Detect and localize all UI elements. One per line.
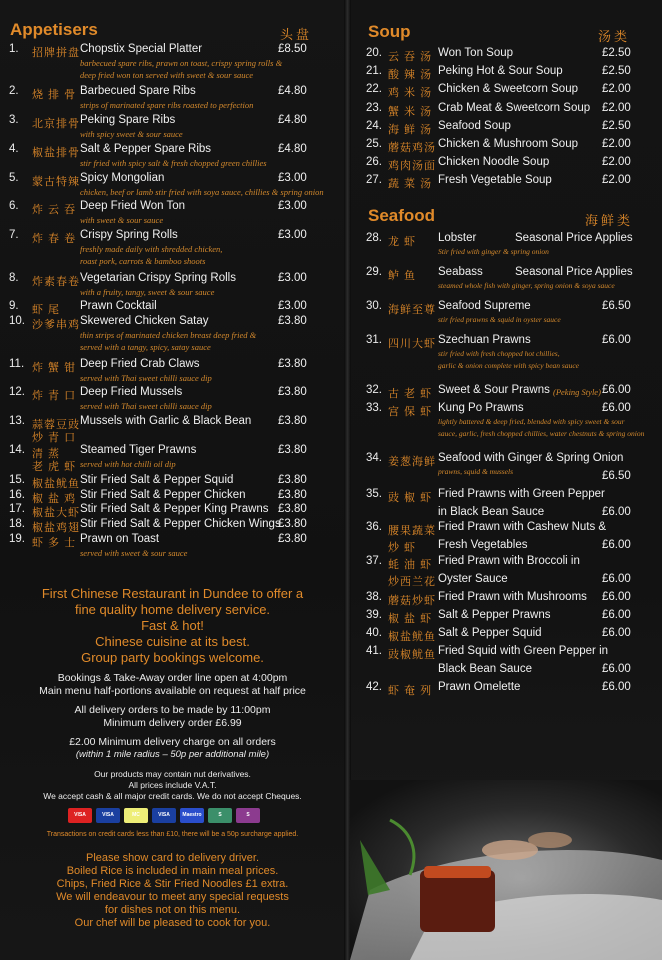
appetiser-name: Prawn Cocktail	[80, 300, 157, 312]
appetiser-number: 15.	[9, 474, 25, 486]
appetisers-cn-title: 头盘	[280, 27, 313, 42]
seafood-price: £6.00	[602, 627, 631, 639]
appetiser-description: served with hot chilli oil dip	[80, 459, 176, 469]
appetiser-name: Mussels with Garlic & Black Bean	[80, 415, 252, 427]
appetiser-price: £3.80	[278, 415, 307, 427]
appetiser-number: 1.	[9, 43, 19, 55]
seafood-chinese-name: 蚝 油 虾	[388, 559, 433, 571]
appetiser-description: stir fried with spicy salt & fresh chopped green chillies	[80, 158, 267, 168]
seafood-name: Prawn Omelette	[438, 681, 521, 693]
info-line: Main menu half-portions available on request at half price	[39, 685, 306, 697]
info-italic-line: (within 1 mile radius – 50p per additional mile)	[75, 749, 270, 760]
appetiser-chinese-name: 椒盐大虾	[32, 507, 80, 519]
soup-number: 22.	[366, 83, 382, 96]
soup-price: £2.00	[602, 83, 631, 96]
soup-name: Won Ton Soup	[438, 47, 514, 59]
promo-line: Fast & hot!	[141, 618, 204, 633]
seafood-price: £6.50	[602, 300, 631, 312]
seafood-number: 38.	[366, 591, 382, 603]
card-logo-icon: S	[236, 808, 260, 823]
seafood-title: Seafood	[368, 206, 436, 225]
appetiser-name: Prawn on Toast	[80, 533, 160, 545]
appetiser-description: served with sweet & sour sauce	[80, 548, 188, 558]
soup-number: 27.	[366, 174, 382, 187]
soup-chinese-name: 蔬 菜 汤	[388, 178, 433, 191]
seafood-name: Fried Prawn with Cashew Nuts &	[438, 521, 607, 533]
seafood-price: £6.00	[602, 506, 631, 518]
seafood-name: Kung Po Prawns	[438, 402, 524, 414]
seafood-price: £6.00	[602, 591, 631, 603]
appetiser-chinese-name: 蒙古特辣	[32, 176, 80, 188]
seafood-name: Fried Prawns with Green Pepper	[438, 488, 605, 500]
appetiser-price: £8.50	[278, 43, 307, 55]
seafood-name: Salt & Pepper Prawns	[438, 609, 551, 621]
seafood-price: £6.00	[602, 334, 631, 346]
seafood-number: 33.	[366, 402, 382, 414]
soup-price: £2.00	[602, 156, 631, 169]
soup-title: Soup	[368, 22, 411, 41]
appetiser-number: 4.	[9, 143, 19, 155]
promo-line: fine quality home delivery service.	[74, 602, 271, 617]
seafood-description: steamed whole fish with ginger, spring onion & soya sauce	[438, 281, 615, 290]
seafood-description: Stir fried with ginger & spring onion	[438, 247, 549, 256]
soup-name: Peking Hot & Sour Soup	[438, 65, 563, 78]
appetiser-description: thin strips of marinated chicken breast deep fried &	[80, 330, 257, 340]
seafood-name: Fried Squid with Green Pepper in	[438, 645, 609, 657]
seafood-seasonal-note: Seasonal Price Applies	[515, 266, 633, 278]
seafood-name: Sweet & Sour Prawns	[438, 384, 550, 396]
soup-chinese-name: 鸡 米 汤	[388, 87, 433, 100]
appetiser-description: with sweet & sour sauce	[80, 215, 164, 225]
soup-price: £2.00	[602, 174, 631, 187]
seafood-number: 30.	[366, 300, 382, 312]
appetiser-name: Deep Fried Won Ton	[80, 200, 186, 212]
card-logo-icon: MC	[124, 808, 148, 823]
seafood-price: £6.00	[602, 681, 631, 693]
seafood-chinese-name-2: 炒 虾	[388, 542, 417, 554]
promo-line: First Chinese Restaurant in Dundee to offer a	[41, 586, 304, 601]
appetiser-chinese-name: 招牌拼盘	[32, 47, 80, 59]
appetiser-price: £3.80	[278, 358, 307, 370]
seafood-price: £6.00	[602, 663, 631, 675]
appetiser-chinese-name: 炸 青 口	[32, 390, 77, 402]
seafood-description: prawns, squid & mussels	[438, 467, 514, 476]
appetiser-chinese-name: 沙爹串鸡	[32, 319, 80, 331]
appetiser-name: Barbecued Spare Ribs	[80, 85, 196, 97]
seafood-number: 28.	[366, 232, 382, 244]
seafood-chinese-name: 椒 盐 虾	[388, 613, 433, 625]
appetiser-price: £4.80	[278, 85, 307, 97]
appetiser-description: served with Thai sweet chilli sauce dip	[80, 373, 212, 383]
appetiser-description: with a fruity, tangy, sweet & sour sauce	[80, 287, 215, 297]
soup-number: 26.	[366, 156, 382, 169]
appetiser-number: 13.	[9, 415, 25, 427]
seafood-name-line2: in Black Bean Sauce	[438, 506, 545, 518]
appetiser-chinese-name: 炸 云 吞	[32, 204, 77, 216]
card-logo-icon: VISA	[152, 808, 176, 823]
appetiser-number: 5.	[9, 172, 19, 184]
seafood-description: stir fried prawns & squid in oyster sauce	[438, 315, 561, 324]
appetiser-name: Vegetarian Crispy Spring Rolls	[80, 272, 236, 284]
appetiser-number: 6.	[9, 200, 19, 212]
appetiser-price: £3.00	[278, 229, 307, 241]
seafood-chinese-name: 姜葱海鲜	[388, 456, 436, 468]
appetisers-title: Appetisers	[10, 20, 98, 39]
seafood-number: 39.	[366, 609, 382, 621]
appetiser-name: Spicy Mongolian	[80, 172, 165, 184]
seafood-number: 34.	[366, 452, 382, 464]
appetiser-description: with spicy sweet & sour sauce	[80, 129, 183, 139]
seafood-price: £6.00	[602, 402, 631, 414]
seafood-number: 40.	[366, 627, 382, 639]
appetiser-description: served with a tangy, spicy, satay sauce	[80, 342, 211, 352]
appetiser-chinese-name: 北京排骨	[32, 118, 80, 130]
appetiser-price: £4.80	[278, 143, 307, 155]
soup-price: £2.50	[602, 65, 631, 78]
appetiser-chinese-name: 椒盐鱿鱼	[32, 478, 80, 490]
appetiser-price: £3.80	[278, 315, 307, 327]
appetiser-number: 8.	[9, 272, 19, 284]
appetiser-price: £3.80	[278, 489, 307, 501]
seafood-name: Seabass	[438, 266, 483, 278]
seafood-name: Fried Prawn with Broccoli in	[438, 555, 580, 567]
appetiser-price: £3.00	[278, 272, 307, 284]
soup-price: £2.50	[602, 119, 631, 132]
seafood-chinese-name: 鲈 鱼	[388, 270, 417, 282]
seafood-chinese-name: 宫 保 虾	[388, 406, 433, 418]
soup-name: Chicken & Mushroom Soup	[438, 138, 578, 150]
appetiser-chinese-name: 炸 蟹 钳	[32, 362, 77, 374]
appetiser-name: Salt & Pepper Spare Ribs	[80, 143, 212, 155]
appetiser-number: 16.	[9, 489, 25, 501]
seafood-price: £6.50	[602, 470, 631, 482]
promo2-line: Chips, Fried Rice & Stir Fried Noodles £1 extra.	[56, 878, 289, 890]
info-line: Minimum delivery order £6.99	[103, 717, 242, 729]
seafood-price: £6.00	[602, 609, 631, 621]
card-logo-icon: VISA	[68, 808, 92, 823]
seafood-chinese-name: 豉椒鱿鱼	[388, 649, 436, 661]
soup-number: 20.	[366, 47, 382, 59]
soup-name: Chicken & Sweetcorn Soup	[438, 83, 578, 96]
seafood-name: Seafood Supreme	[438, 300, 531, 312]
appetiser-name: Stir Fried Salt & Pepper Chicken Wings	[80, 518, 281, 530]
seafood-chinese-name: 腰果蔬菜	[388, 525, 436, 537]
soup-price: £2.00	[602, 101, 631, 114]
appetiser-number: 2.	[9, 85, 19, 97]
seafood-name: Fried Prawn with Mushrooms	[438, 591, 587, 603]
info-line: All delivery orders to be made by 11:00pm	[74, 704, 271, 716]
appetiser-number: 12.	[9, 386, 25, 398]
appetiser-number: 18.	[9, 518, 25, 530]
appetiser-description: freshly made daily with shredded chicken,	[80, 244, 223, 254]
appetiser-chinese-name-2: 炒 青 口	[32, 432, 77, 444]
seafood-name: Seafood with Ginger & Spring Onion	[438, 452, 624, 464]
appetiser-description: chicken, beef or lamb stir fried with soya sauce, chillies & spring onion	[80, 187, 324, 197]
appetiser-number: 19.	[9, 533, 25, 545]
seafood-name: Szechuan Prawns	[438, 334, 531, 346]
surcharge-note: Transactions on credit cards less than £10, there will be a 50p surcharge applied.	[46, 831, 299, 838]
seafood-number: 36.	[366, 521, 382, 533]
card-logos	[68, 808, 278, 824]
promo2-line: Our chef will be pleased to cook for you.	[74, 917, 271, 929]
seafood-chinese-name: 古 老 虾	[388, 388, 433, 400]
appetiser-name: Stir Fried Salt & Pepper Chicken	[80, 489, 246, 501]
seafood-chinese-name: 龙 虾	[388, 236, 417, 248]
small-print-line: All prices include V.A.T.	[128, 780, 217, 790]
appetiser-price: £3.80	[278, 533, 307, 545]
appetiser-price: £3.00	[278, 200, 307, 212]
seafood-number: 37.	[366, 555, 382, 567]
soup-chinese-name: 酸 辣 汤	[388, 69, 433, 82]
seafood-name: Lobster	[438, 232, 477, 244]
card-logo-icon: VISA	[96, 808, 120, 823]
appetiser-description: roast pork, carrots & bamboo shoots	[80, 256, 206, 266]
appetiser-chinese-name: 炸素春卷	[32, 276, 80, 288]
appetiser-name: Chopstix Special Platter	[80, 43, 203, 55]
appetiser-chinese-name: 清 蒸	[32, 448, 61, 460]
seafood-name-line2: Fresh Vegetables	[438, 539, 528, 551]
seafood-description: stir fried with fresh chopped hot chillies,	[438, 349, 560, 358]
seafood-number: 32.	[366, 384, 382, 396]
soup-number: 21.	[366, 65, 382, 78]
soup-chinese-name: 云 吞 汤	[388, 51, 433, 63]
appetiser-description: deep fried won ton served with sweet & sour sauce	[80, 70, 254, 80]
food-photo-image	[350, 780, 662, 960]
promo2-line: Please show card to delivery driver.	[85, 852, 260, 864]
soup-chinese-name: 蟹 米 汤	[388, 105, 433, 118]
info-line: £2.00 Minimum delivery charge on all orders	[69, 736, 276, 748]
appetiser-number: 10.	[9, 315, 25, 327]
soup-number: 25.	[366, 138, 382, 150]
appetiser-number: 7.	[9, 229, 19, 241]
promo-line: Chinese cuisine at its best.	[95, 634, 250, 649]
appetiser-number: 14.	[9, 444, 25, 456]
soup-cn-title: 汤类	[598, 29, 631, 44]
soup-price: £2.50	[602, 47, 631, 59]
soup-price: £2.00	[602, 138, 631, 150]
appetiser-name: Stir Fried Salt & Pepper King Prawns	[80, 503, 269, 515]
seafood-name-line2: Oyster Sauce	[438, 573, 508, 585]
seafood-chinese-name: 海鲜至尊	[388, 304, 436, 316]
seafood-price: £6.00	[602, 539, 631, 551]
soup-chinese-name: 鸡肉汤面	[388, 160, 436, 173]
appetiser-chinese-name: 虾 尾	[32, 304, 61, 316]
seafood-style-tag: (Peking Style)	[553, 387, 601, 397]
seafood-number: 31.	[366, 334, 382, 346]
appetiser-chinese-name-2: 老 虎 虾	[32, 461, 77, 473]
info-line: Bookings & Take-Away order line open at 4:00pm	[57, 672, 288, 684]
soup-name: Seafood Soup	[438, 119, 511, 132]
appetiser-name: Skewered Chicken Satay	[80, 315, 209, 327]
promo2-line: We will endeavour to meet any special requests	[56, 891, 289, 903]
appetiser-name: Deep Fried Mussels	[80, 386, 183, 398]
appetiser-chinese-name: 烧 排 骨	[32, 89, 77, 101]
card-logo-icon: Maestro	[180, 808, 204, 823]
seafood-chinese-name: 虾 奄 列	[388, 685, 433, 697]
appetiser-chinese-name: 炸 春 卷	[32, 233, 77, 245]
appetiser-price: £3.00	[278, 172, 307, 184]
small-print-line: We accept cash & all major credit cards. We do not accept Cheques.	[43, 791, 302, 801]
appetiser-price: £3.80	[278, 474, 307, 486]
soup-chinese-name: 海 鲜 汤	[388, 123, 433, 136]
promo2-line: Boiled Rice is included in main meal prices.	[66, 865, 279, 877]
seafood-number: 42.	[366, 681, 382, 693]
seafood-seasonal-note: Seasonal Price Applies	[515, 232, 633, 244]
appetiser-price: £3.80	[278, 386, 307, 398]
seafood-description: garlic & onion complete with spicy bean sauce	[438, 361, 580, 370]
seafood-chinese-name: 豉 椒 虾	[388, 492, 433, 504]
soup-chinese-name: 蘑菇鸡汤	[388, 142, 436, 154]
seafood-chinese-name: 四川大虾	[388, 338, 436, 350]
seafood-number: 35.	[366, 488, 382, 500]
seafood-chinese-name: 蘑菇炒虾	[388, 595, 436, 607]
appetiser-name: Deep Fried Crab Claws	[80, 358, 200, 370]
seafood-name: Salt & Pepper Squid	[438, 627, 542, 639]
food-photo	[350, 780, 662, 960]
appetiser-number: 3.	[9, 114, 19, 126]
soup-name: Crab Meat & Sweetcorn Soup	[438, 101, 591, 114]
promo2-line: for dishes not on this menu.	[104, 904, 241, 916]
appetiser-price: £3.80	[278, 444, 307, 456]
appetiser-description: served with Thai sweet chilli sauce dip	[80, 401, 212, 411]
seafood-price: £6.00	[602, 384, 631, 396]
seafood-name-line2: Black Bean Sauce	[438, 663, 532, 675]
soup-number: 24.	[366, 119, 382, 132]
appetiser-price: £3.80	[278, 518, 307, 530]
appetiser-name: Steamed Tiger Prawns	[80, 444, 197, 456]
appetiser-chinese-name: 椒 盐 鸡	[32, 493, 77, 505]
card-logo-icon: S	[208, 808, 232, 823]
appetiser-chinese-name: 蒜蓉豆豉	[32, 419, 80, 431]
appetiser-price: £4.80	[278, 114, 307, 126]
small-print-line: Our products may contain nut derivatives.	[94, 769, 251, 779]
seafood-description: sauce, garlic, fresh chopped chillies, water chestnuts & spring onion	[438, 429, 645, 438]
seafood-price: £6.00	[602, 573, 631, 585]
appetiser-name: Peking Spare Ribs	[80, 114, 176, 126]
seafood-chinese-name-2: 炒西兰花	[388, 576, 436, 588]
soup-name: Fresh Vegetable Soup	[438, 174, 552, 187]
seafood-description: lightly battered & deep fried, blended with spicy sweet & sour	[438, 417, 625, 426]
soup-number: 23.	[366, 101, 382, 114]
appetiser-name: Crispy Spring Rolls	[80, 229, 178, 241]
seafood-cn-title: 海鲜类	[585, 213, 634, 228]
appetiser-chinese-name: 椒盐鸡翅	[32, 522, 80, 534]
appetiser-number: 11.	[9, 358, 25, 370]
appetiser-name: Stir Fried Salt & Pepper Squid	[80, 474, 234, 486]
appetiser-price: £3.80	[278, 503, 307, 515]
seafood-chinese-name: 椒盐鱿鱼	[388, 631, 436, 643]
promo-line: Group party bookings welcome.	[81, 650, 264, 665]
appetiser-description: strips of marinated spare ribs roasted to perfection	[80, 100, 254, 110]
appetiser-chinese-name: 椒盐排骨	[32, 147, 80, 159]
appetiser-chinese-name: 虾 多 士	[32, 537, 77, 549]
soup-name: Chicken Noodle Soup	[438, 156, 550, 169]
appetiser-price: £3.00	[278, 300, 307, 312]
seafood-number: 41.	[366, 645, 382, 657]
appetiser-number: 9.	[9, 300, 19, 312]
appetiser-description: barbecued spare ribs, prawn on toast, crispy spring rolls &	[80, 58, 283, 68]
seafood-number: 29.	[366, 266, 382, 278]
appetiser-number: 17.	[9, 503, 25, 515]
